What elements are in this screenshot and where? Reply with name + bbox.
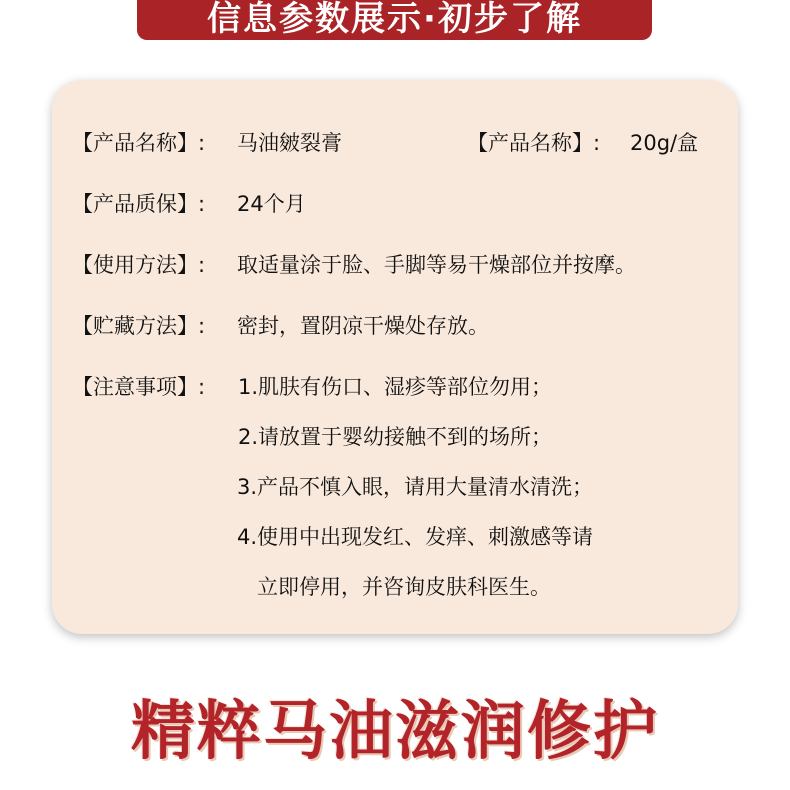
notes-item: 4.使用中出现发红、发痒、刺激感等请 xyxy=(237,525,594,549)
shelf-life-label: 【产品质保】: xyxy=(72,192,206,216)
header-banner xyxy=(137,0,652,40)
notes-item: 3.产品不慎入眼，请用大量清水清洗； xyxy=(237,475,594,499)
product-spec-label: 【产品名称】: xyxy=(467,131,601,155)
slogan-title: 精粹马油滋润修护 xyxy=(131,695,659,769)
storage-value: 密封，置阴凉干燥处存放。 xyxy=(237,314,489,338)
usage-label: 【使用方法】: xyxy=(72,253,206,277)
header-title: 信息参数展示·初步了解 xyxy=(207,0,582,39)
notes-item: 2.请放置于婴幼接触不到的场所； xyxy=(238,425,553,449)
shelf-life-value: 24个月 xyxy=(237,192,306,216)
product-info-card xyxy=(52,80,738,634)
product-name-value: 马油皴裂膏 xyxy=(237,131,342,155)
notes-item: 立即停用，并咨询皮肤科医生。 xyxy=(257,575,551,599)
usage-value: 取适量涂于脸、手脚等易干燥部位并按摩。 xyxy=(237,253,636,277)
storage-label: 【贮藏方法】: xyxy=(72,314,206,338)
product-name-label: 【产品名称】: xyxy=(72,131,206,155)
product-spec-value: 20g/盒 xyxy=(630,131,699,155)
notes-label: 【注意事项】: xyxy=(72,375,206,399)
notes-item: 1.肌肤有伤口、湿疹等部位勿用； xyxy=(238,375,553,399)
